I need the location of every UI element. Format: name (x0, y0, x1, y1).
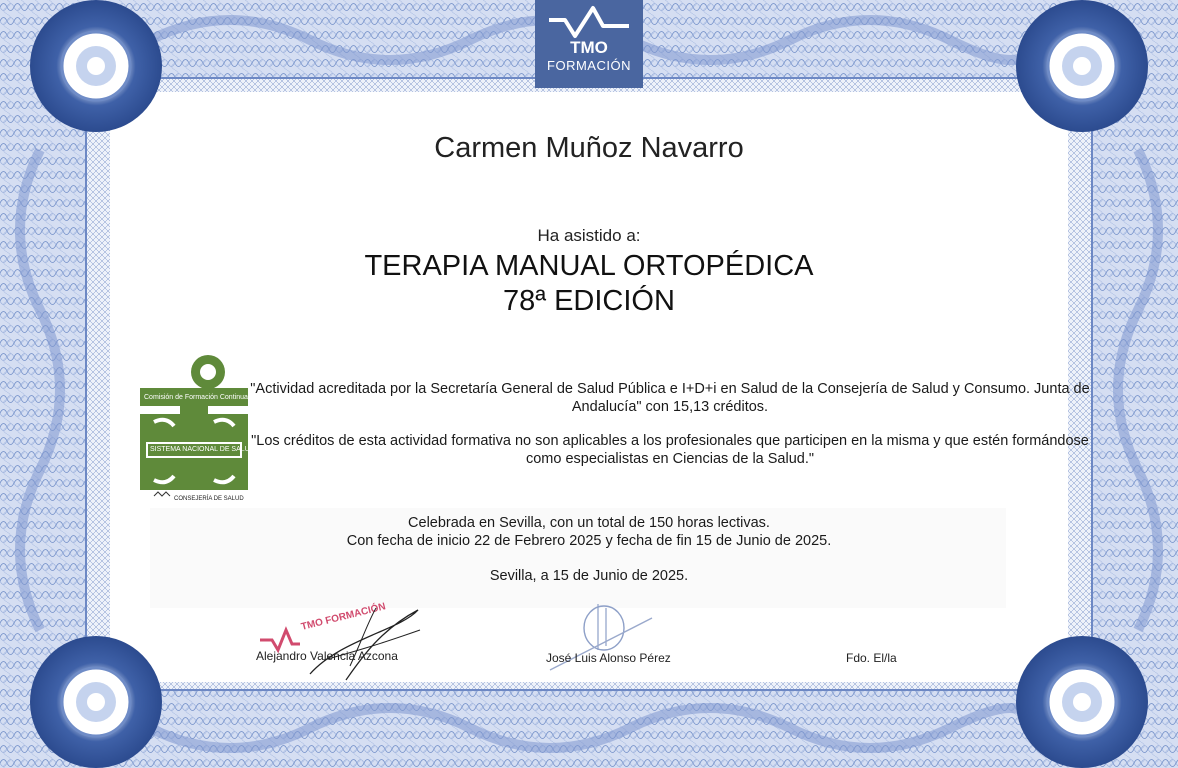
attendance-intro: Ha asistido a: (537, 226, 641, 245)
rosette-top-left (30, 0, 162, 132)
course-location-hours: Celebrada en Sevilla, con un total de 150 horas lectivas. (408, 515, 770, 531)
signature-name-2: José Luis Alonso Pérez (546, 651, 671, 665)
course-dates: Con fecha de inicio 22 de Febrero 2025 y fecha de fin 15 de Junio de 2025. (346, 533, 832, 549)
accreditation-logo (136, 352, 256, 510)
signature-stamp-1 (250, 600, 430, 684)
tmo-formacion-logo (535, 0, 643, 88)
signature-scribble-2 (540, 598, 670, 678)
pulse-wave-icon (535, 2, 643, 42)
logo-brand-bottom: FORMACIÓN (547, 58, 631, 73)
signature-name-3: Fdo. El/la (846, 651, 897, 665)
cfc-caption: Comisión de Formación Continuada (144, 394, 256, 401)
course-title: TERAPIA MANUAL ORTOPÉDICA (364, 250, 814, 282)
consejeria-caption: CONSEJERÍA DE SALUD (174, 496, 244, 502)
cfc-emblem-icon (136, 352, 252, 510)
accreditation-note: "Actividad acreditada por la Secretaría General de Salud Pública e I+D+i en Salud de la Consejería de Salud y Consumo. Junta de Andalucía" con 15,13 créditos. (250, 381, 1090, 415)
signature-name-1: Alejandro Valencia Azcona (256, 649, 398, 663)
course-edition: 78ª EDICIÓN (503, 285, 675, 317)
svg-text:TMO FORMACIÓN: TMO FORMACIÓN (300, 601, 387, 633)
rosette-bottom-right (1016, 636, 1148, 768)
rosette-top-right (1016, 0, 1148, 132)
logo-brand-top: TMO (570, 38, 608, 57)
recipient-name: Carmen Muñoz Navarro (434, 132, 744, 164)
cfc-system-caption: SISTEMA NACIONAL DE SALUD (150, 446, 255, 453)
credits-exclusion-note: "Los créditos de esta actividad formativa no son aplicables a los profesionales que participen en la misma y que estén formándose como especialistas en Ciencias de la Salud." (251, 433, 1089, 467)
rosette-bottom-left (30, 636, 162, 768)
issue-place-date: Sevilla, a 15 de Junio de 2025. (489, 568, 689, 584)
